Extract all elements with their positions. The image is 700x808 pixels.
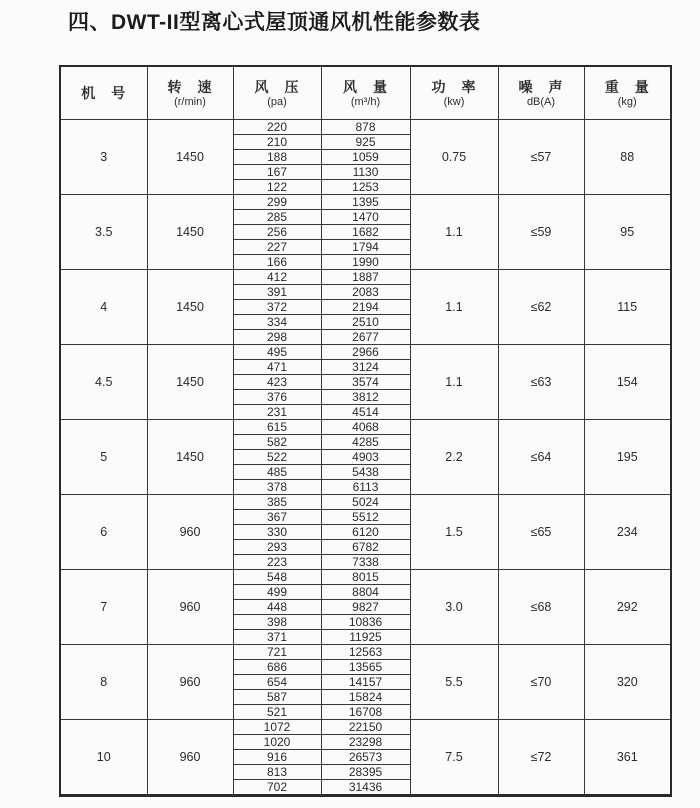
volume-cell: 5024 xyxy=(321,495,410,510)
data-row xyxy=(60,570,671,585)
volume-cell: 2966 xyxy=(321,345,410,360)
fan-parameters-table xyxy=(59,65,672,797)
pressure-cell: 385 xyxy=(233,495,321,510)
pressure-cell: 298 xyxy=(233,330,321,345)
column-label: 风 量 xyxy=(343,78,388,95)
volume-cell: 1395 xyxy=(321,195,410,210)
pressure-cell: 122 xyxy=(233,180,321,195)
noise-cell: ≤72 xyxy=(498,720,584,796)
power-cell: 1.1 xyxy=(410,345,498,420)
pressure-cell: 256 xyxy=(233,225,321,240)
noise-cell: ≤59 xyxy=(498,195,584,270)
weight-cell: 95 xyxy=(584,195,671,270)
speed-cell: 1450 xyxy=(147,120,233,195)
model-cell: 4 xyxy=(60,270,147,345)
model-cell: 5 xyxy=(60,420,147,495)
pressure-cell: 210 xyxy=(233,135,321,150)
volume-cell: 26573 xyxy=(321,750,410,765)
volume-cell: 13565 xyxy=(321,660,410,675)
pressure-cell: 587 xyxy=(233,690,321,705)
pressure-cell: 499 xyxy=(233,585,321,600)
pressure-cell: 167 xyxy=(233,165,321,180)
data-row xyxy=(60,495,671,510)
header-row xyxy=(60,66,671,120)
volume-cell: 12563 xyxy=(321,645,410,660)
noise-cell: ≤65 xyxy=(498,495,584,570)
pressure-cell: 686 xyxy=(233,660,321,675)
speed-cell: 960 xyxy=(147,495,233,570)
model-cell: 3 xyxy=(60,120,147,195)
volume-cell: 15824 xyxy=(321,690,410,705)
model-cell: 7 xyxy=(60,570,147,645)
volume-cell: 1253 xyxy=(321,180,410,195)
pressure-cell: 423 xyxy=(233,375,321,390)
data-row xyxy=(60,120,671,135)
volume-cell: 1130 xyxy=(321,165,410,180)
volume-cell: 10836 xyxy=(321,615,410,630)
column-header-power xyxy=(410,66,498,120)
weight-cell: 234 xyxy=(584,495,671,570)
data-row xyxy=(60,420,671,435)
volume-cell: 6120 xyxy=(321,525,410,540)
volume-cell: 1887 xyxy=(321,270,410,285)
volume-cell: 925 xyxy=(321,135,410,150)
weight-cell: 195 xyxy=(584,420,671,495)
volume-cell: 2194 xyxy=(321,300,410,315)
data-row xyxy=(60,270,671,285)
pressure-cell: 398 xyxy=(233,615,321,630)
volume-cell: 6782 xyxy=(321,540,410,555)
noise-cell: ≤70 xyxy=(498,645,584,720)
column-label: 转 速 xyxy=(167,78,213,95)
power-cell: 5.5 xyxy=(410,645,498,720)
weight-cell: 320 xyxy=(584,645,671,720)
volume-cell: 2677 xyxy=(321,330,410,345)
volume-cell: 16708 xyxy=(321,705,410,720)
volume-cell: 4903 xyxy=(321,450,410,465)
noise-cell: ≤64 xyxy=(498,420,584,495)
pressure-cell: 371 xyxy=(233,630,321,645)
pressure-cell: 1072 xyxy=(233,720,321,735)
power-cell: 3.0 xyxy=(410,570,498,645)
column-unit: (m³/h) xyxy=(350,95,381,108)
volume-cell: 4068 xyxy=(321,420,410,435)
column-unit: (r/min) xyxy=(174,95,206,108)
data-row xyxy=(60,645,671,660)
volume-cell: 2083 xyxy=(321,285,410,300)
column-unit: (pa) xyxy=(267,95,287,108)
column-label: 重 量 xyxy=(604,78,650,95)
pressure-cell: 548 xyxy=(233,570,321,585)
pressure-cell: 412 xyxy=(233,270,321,285)
pressure-cell: 582 xyxy=(233,435,321,450)
column-header-noise xyxy=(498,66,584,120)
column-header-weight xyxy=(584,66,671,120)
noise-cell: ≤62 xyxy=(498,270,584,345)
column-unit: (kg) xyxy=(617,95,637,108)
pressure-cell: 654 xyxy=(233,675,321,690)
model-cell: 8 xyxy=(60,645,147,720)
pressure-cell: 231 xyxy=(233,405,321,420)
weight-cell: 361 xyxy=(584,720,671,796)
pressure-cell: 916 xyxy=(233,750,321,765)
volume-cell: 878 xyxy=(321,120,410,135)
data-row xyxy=(60,720,671,735)
data-row xyxy=(60,195,671,210)
volume-cell: 6113 xyxy=(321,480,410,495)
volume-cell: 2510 xyxy=(321,315,410,330)
pressure-cell: 220 xyxy=(233,120,321,135)
model-cell: 4.5 xyxy=(60,345,147,420)
pressure-cell: 372 xyxy=(233,300,321,315)
power-cell: 1.1 xyxy=(410,270,498,345)
volume-cell: 28395 xyxy=(321,765,410,780)
volume-cell: 3574 xyxy=(321,375,410,390)
noise-cell: ≤57 xyxy=(498,120,584,195)
data-row xyxy=(60,345,671,360)
volume-cell: 9827 xyxy=(321,600,410,615)
pressure-cell: 522 xyxy=(233,450,321,465)
pressure-cell: 367 xyxy=(233,510,321,525)
pressure-cell: 391 xyxy=(233,285,321,300)
pressure-cell: 188 xyxy=(233,150,321,165)
pressure-cell: 376 xyxy=(233,390,321,405)
power-cell: 1.1 xyxy=(410,195,498,270)
volume-cell: 1794 xyxy=(321,240,410,255)
speed-cell: 1450 xyxy=(147,195,233,270)
volume-cell: 5512 xyxy=(321,510,410,525)
volume-cell: 3812 xyxy=(321,390,410,405)
weight-cell: 115 xyxy=(584,270,671,345)
pressure-cell: 227 xyxy=(233,240,321,255)
volume-cell: 1059 xyxy=(321,150,410,165)
power-cell: 2.2 xyxy=(410,420,498,495)
column-header-speed xyxy=(147,66,233,120)
volume-cell: 11925 xyxy=(321,630,410,645)
volume-cell: 1470 xyxy=(321,210,410,225)
speed-cell: 960 xyxy=(147,645,233,720)
volume-cell: 5438 xyxy=(321,465,410,480)
volume-cell: 22150 xyxy=(321,720,410,735)
speed-cell: 1450 xyxy=(147,270,233,345)
pressure-cell: 330 xyxy=(233,525,321,540)
weight-cell: 88 xyxy=(584,120,671,195)
pressure-cell: 334 xyxy=(233,315,321,330)
volume-cell: 1990 xyxy=(321,255,410,270)
pressure-cell: 223 xyxy=(233,555,321,570)
column-header-model xyxy=(60,66,147,120)
column-unit: dB(A) xyxy=(526,95,556,108)
volume-cell: 23298 xyxy=(321,735,410,750)
page-title: 四、DWT-II型离心式屋顶通风机性能参数表 xyxy=(68,11,481,34)
volume-cell: 31436 xyxy=(321,780,410,796)
volume-cell: 8015 xyxy=(321,570,410,585)
model-cell: 10 xyxy=(60,720,147,796)
pressure-cell: 166 xyxy=(233,255,321,270)
weight-cell: 292 xyxy=(584,570,671,645)
pressure-cell: 495 xyxy=(233,345,321,360)
column-label: 功 率 xyxy=(431,78,477,95)
power-cell: 0.75 xyxy=(410,120,498,195)
column-label: 机 号 xyxy=(81,84,127,101)
pressure-cell: 471 xyxy=(233,360,321,375)
pressure-cell: 721 xyxy=(233,645,321,660)
noise-cell: ≤63 xyxy=(498,345,584,420)
volume-cell: 14157 xyxy=(321,675,410,690)
pressure-cell: 293 xyxy=(233,540,321,555)
weight-cell: 154 xyxy=(584,345,671,420)
pressure-cell: 285 xyxy=(233,210,321,225)
column-label: 噪 声 xyxy=(518,78,564,95)
noise-cell: ≤68 xyxy=(498,570,584,645)
pressure-cell: 299 xyxy=(233,195,321,210)
speed-cell: 960 xyxy=(147,720,233,796)
column-unit: (kw) xyxy=(443,95,465,108)
volume-cell: 1682 xyxy=(321,225,410,240)
volume-cell: 8804 xyxy=(321,585,410,600)
pressure-cell: 813 xyxy=(233,765,321,780)
pressure-cell: 1020 xyxy=(233,735,321,750)
column-label: 风 压 xyxy=(254,78,300,95)
power-cell: 7.5 xyxy=(410,720,498,796)
column-header-volume xyxy=(321,66,410,120)
pressure-cell: 521 xyxy=(233,705,321,720)
pressure-cell: 448 xyxy=(233,600,321,615)
volume-cell: 3124 xyxy=(321,360,410,375)
volume-cell: 4514 xyxy=(321,405,410,420)
speed-cell: 1450 xyxy=(147,420,233,495)
volume-cell: 4285 xyxy=(321,435,410,450)
pressure-cell: 485 xyxy=(233,465,321,480)
speed-cell: 1450 xyxy=(147,345,233,420)
speed-cell: 960 xyxy=(147,570,233,645)
volume-cell: 7338 xyxy=(321,555,410,570)
pressure-cell: 615 xyxy=(233,420,321,435)
model-cell: 6 xyxy=(60,495,147,570)
model-cell: 3.5 xyxy=(60,195,147,270)
column-header-pressure xyxy=(233,66,321,120)
pressure-cell: 702 xyxy=(233,780,321,796)
pressure-cell: 378 xyxy=(233,480,321,495)
power-cell: 1.5 xyxy=(410,495,498,570)
